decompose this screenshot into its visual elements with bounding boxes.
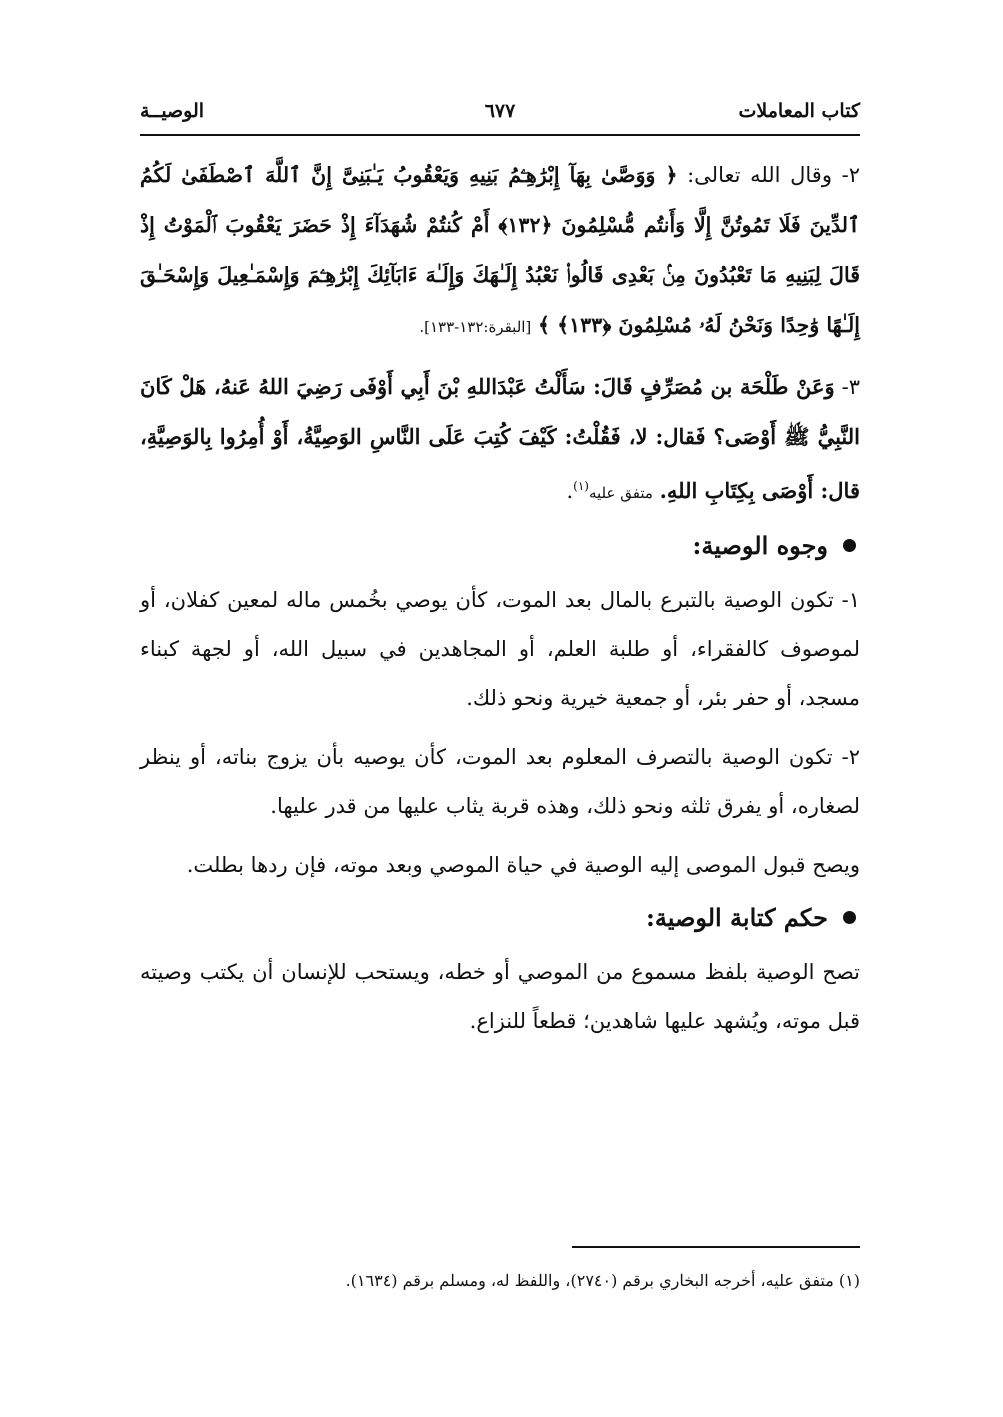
item-2-quran <box>140 150 860 352</box>
agreed-label: متفق عليه <box>588 484 653 502</box>
item-number: ٣- <box>841 375 860 399</box>
running-header <box>140 98 860 136</box>
heading-text: حكم كتابة الوصية: <box>645 903 828 932</box>
hadith-text: وَعَنْ طَلْحَة بن مُصَرِّفٍ قَالَ: سَأَلْتُ عَبْدَاللهِ بْنَ أَبِي أَوْفَى رَضِيَ اللهُ عَنهُ، هَلْ كَانَ النَّبِيُّ ﷺ أَوْصَى؟ فَقال: لا، فَقُلْتُ: كَيْفَ كُتِبَ عَلَى النَّاسِ الوَصِيَّةُ، أَوْ أُمِرُوا بِالوَصِيَّةِ، قال: أَوْصَى بِكِتَابِ اللهِ. <box>140 374 860 503</box>
item-intro: وقال الله تعالى: <box>687 163 832 187</box>
aspect-item-1: ١- تكون الوصية بالتبرع بالمال بعد الموت، كأن يوصي بخُمس ماله لمعين كفلان، أو لموصوف كالفقراء، أو طلبة العلم، أو المجاهدين في سبيل الله، أو لجهة كبناء مسجد، أو حفر بئر، أو جمعية خيرية ونحو ذلك. <box>140 588 860 710</box>
footnote: (١) متفق عليه، أخرجه البخاري برقم (٢٧٤٠)، واللفظ له، ومسلم برقم (١٦٣٤). <box>345 1271 860 1290</box>
section-heading-ruling <box>140 894 860 942</box>
item-3-hadith <box>140 362 860 518</box>
quran-verse: ﴿ وَوَصَّىٰ بِهَآ إِبْرَٰهِـۧمُ بَنِيهِ وَيَعْقُوبُ يَـٰبَنِىَّ إِنَّ ٱللَّهَ ٱصْطَفَىٰ لَكُمُ ٱلدِّينَ فَلَا تَمُوتُنَّ إِلَّا وَأَنتُم مُّسْلِمُونَ ﴿١٣٢﴾ أَمْ كُنتُمْ شُهَدَآءَ إِذْ حَضَرَ يَعْقُوبَ ٱلْمَوْتُ إِذْ قَالَ لِبَنِيهِ مَا تَعْبُدُونَ مِنۢ بَعْدِى قَالُوا۟ نَعْبُدُ إِلَـٰهَكَ وَإِلَـٰهَ ءَابَآئِكَ إِبْرَٰهِـۧمَ وَإِسْمَـٰعِيلَ وَإِسْحَـٰقَ إِلَـٰهًا وَٰحِدًا وَنَحْنُ لَهُۥ مُسْلِمُونَ ﴿١٣٣﴾ ﴾ <box>140 163 860 337</box>
verse-reference: [البقرة:١٣٢-١٣٣]. <box>419 318 532 336</box>
book-title: كتاب المعاملات <box>738 100 860 122</box>
item-number: ٢- <box>841 163 860 187</box>
heading-text: وجوه الوصية: <box>692 531 828 560</box>
footnote-divider <box>572 1246 860 1248</box>
aspect-item-2: ٢- تكون الوصية بالتصرف المعلوم بعد الموت، كأن يوصيه بأن يزوج بناته، أو ينظر لصغاره، أو يفرق ثلثه ونحو ذلك، وهذه قربة يثاب عليها من قدر عليها. <box>140 745 860 818</box>
ruling-text: تصح الوصية بلفظ مسموع من الموصي أو خطه، ويستحب للإنسان أن يكتب وصيته قبل موته، ويُشهد عليها شاهدين؛ قطعاً للنزاع. <box>140 960 860 1033</box>
acceptance-note: ويصح قبول الموصى إليه الوصية في حياة الموصي وبعد موته، فإن ردها بطلت. <box>186 853 860 877</box>
bullet-icon <box>843 539 856 552</box>
footnote-marker: (١) <box>573 479 589 493</box>
section-heading-aspects <box>140 522 860 570</box>
page-number: ٦٧٧ <box>484 100 516 122</box>
main-content <box>140 150 860 1046</box>
section-title: الوصيــة <box>140 100 205 122</box>
sentence-end: . <box>566 479 574 503</box>
bullet-icon <box>843 911 856 924</box>
